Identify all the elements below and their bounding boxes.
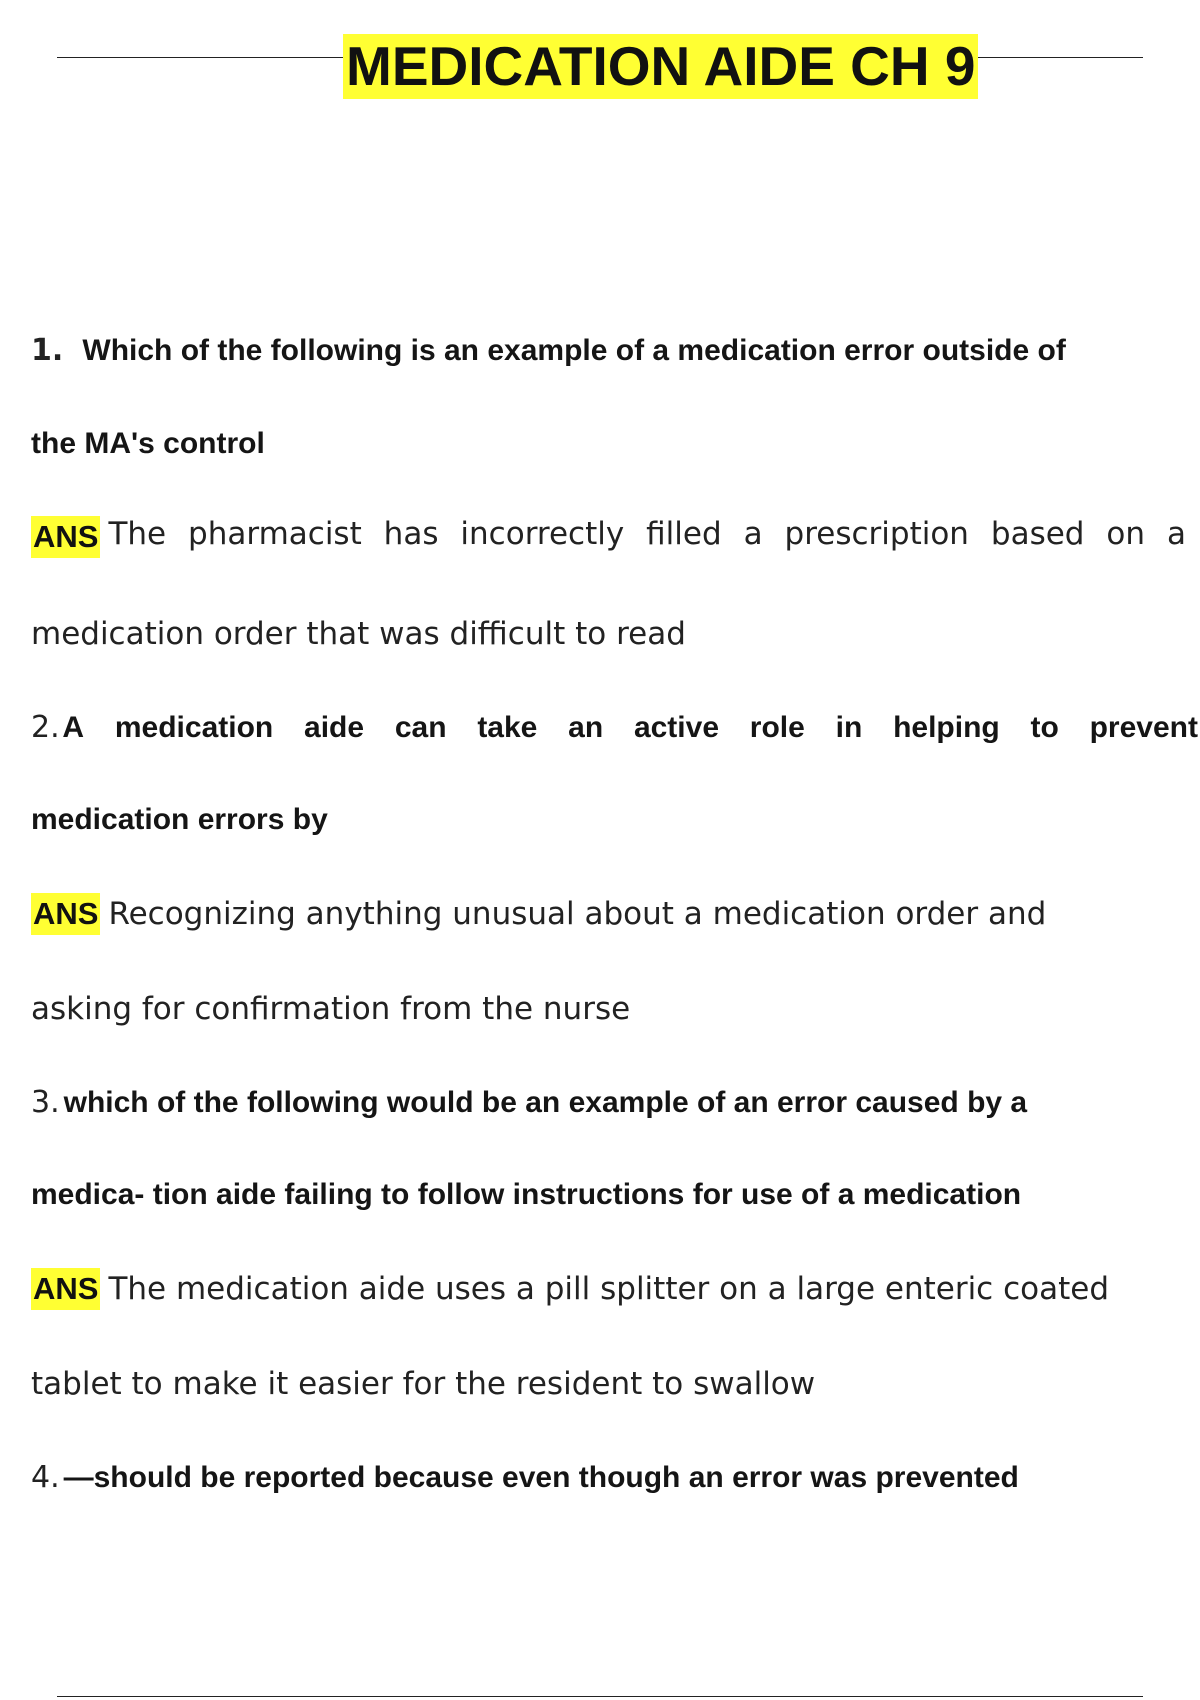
question-word: helping: [893, 711, 1000, 744]
answer-label: ANS: [31, 1268, 100, 1310]
answer-text-line2: medication order that was difficult to read: [31, 616, 686, 652]
bottom-rule: [57, 1696, 1143, 1697]
answer-text-line2: asking for confirmation from the nurse: [31, 991, 631, 1027]
answer-text: The pharmacist has incorrectly filled a prescription based on a: [108, 516, 1186, 552]
question-word: to: [1030, 711, 1059, 744]
question-word: active: [633, 711, 720, 744]
question-number: 3.: [31, 1085, 60, 1120]
question-number: 4.: [31, 1460, 60, 1495]
question-text-line2: medica- tion aide failing to follow instructions for use of a medication: [31, 1178, 1022, 1211]
question-word: can: [394, 711, 447, 744]
question-text-line2: the MA's control: [31, 427, 265, 460]
answer-3: [31, 1268, 1109, 1310]
question-2: [31, 710, 1198, 745]
question-number: 1.: [31, 333, 64, 368]
answer-label: ANS: [31, 516, 100, 558]
question-text-line2: medication errors by: [31, 803, 328, 836]
question-word: an: [568, 711, 604, 744]
question-text: —should be reported because even though an error was prevented: [63, 1461, 1019, 1494]
question-word: take: [477, 711, 538, 744]
question-word: in: [835, 711, 863, 744]
answer-text-line2: tablet to make it easier for the resident to swallow: [31, 1366, 816, 1402]
question-1: [31, 333, 1066, 368]
question-word: medication: [114, 711, 274, 744]
answer-text: Recognizing anything unusual about a medication order and: [108, 896, 1047, 932]
question-word: aide: [304, 711, 365, 744]
question-word: prevent: [1089, 711, 1198, 744]
question-4: [31, 1460, 1019, 1495]
question-number: 2.: [31, 710, 60, 745]
answer-2: [31, 893, 1046, 935]
answer-text: The medication aide uses a pill splitter on a large enteric coated: [108, 1271, 1109, 1307]
question-text: Which of the following is an example of a medication error outside of: [82, 334, 1066, 367]
question-text: which of the following would be an example of an error caused by a: [63, 1086, 1028, 1119]
question-word: role: [749, 711, 805, 744]
answer-1: [31, 516, 1186, 558]
question-word: A: [62, 711, 85, 744]
page-title: MEDICATION AIDE CH 9: [343, 34, 978, 99]
answer-label: ANS: [31, 893, 100, 935]
question-3: [31, 1085, 1027, 1120]
